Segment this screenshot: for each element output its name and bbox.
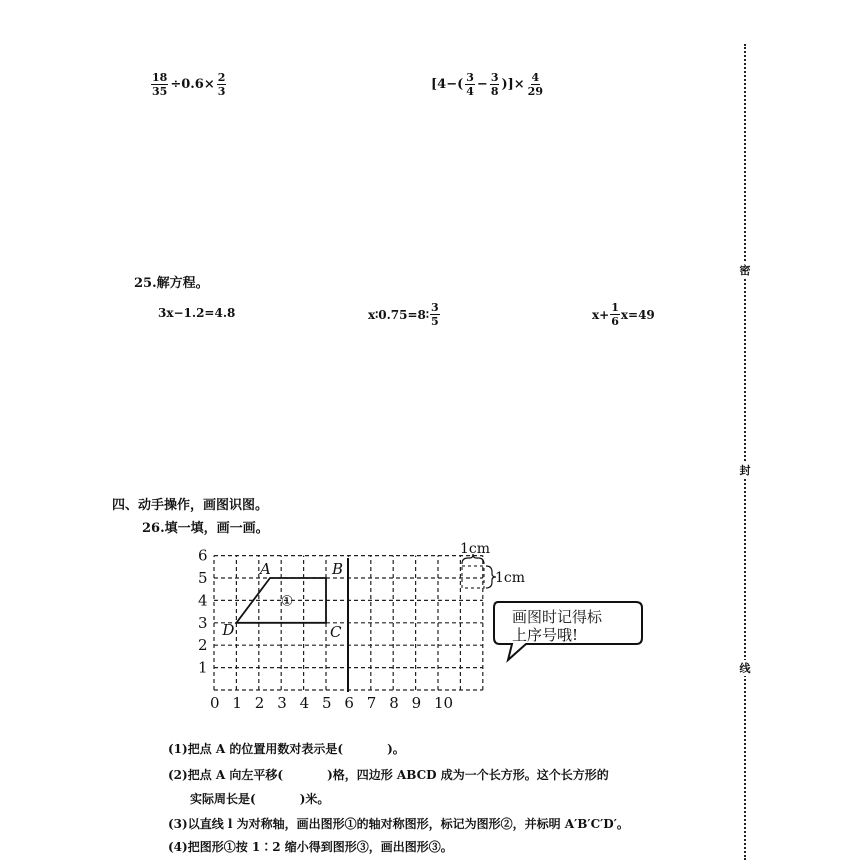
equation-1: 3x−1.2=4.8	[158, 306, 236, 320]
x-tick-label: 0	[210, 694, 220, 712]
fraction: $\frac{18}{35}$	[152, 71, 168, 98]
fraction: $\frac{4}{29}$	[527, 71, 543, 98]
fraction: $\frac{3}{4}$	[466, 71, 474, 98]
question-26-title: 26.填一填，画一画。	[142, 521, 269, 536]
binding-char-feng: 封	[739, 464, 751, 477]
x-tick-label: 7	[366, 694, 377, 712]
x-tick-label: 2	[254, 694, 265, 712]
x-tick-label: 1	[232, 694, 242, 712]
calc-expression-2: [4−( $\frac{3}{4}$ − $\frac{3}{8}$ )]× $\frac{4}{29}$	[431, 71, 543, 98]
vertex-label-b: B	[332, 560, 344, 578]
fraction: $\frac{3}{8}$	[490, 71, 499, 98]
part-4: (4)把图形①按 1∶2 缩小得到图形③，画出图形③。	[168, 840, 453, 854]
y-tick-label: 5	[198, 569, 208, 587]
x-tick-label: 4	[299, 694, 310, 712]
fraction: $\frac{3}{5}$	[431, 301, 439, 328]
unit-cell	[462, 566, 484, 588]
y-tick-label: 3	[198, 613, 208, 632]
x-tick-label: 10	[434, 694, 454, 712]
equation-3: x+ $\frac{1}{6}$ x=49	[592, 301, 655, 328]
y-tick-label: 6	[198, 546, 208, 565]
x-tick-label: 6	[344, 694, 354, 712]
fraction: $\frac{2}{3}$	[217, 71, 226, 98]
vertex-label-a: A	[260, 560, 271, 578]
vertex-label-d: D	[222, 620, 235, 639]
part-3: (3)以直线 l 为对称轴，画出图形①的轴对称图形，标记为图形②，并标明 A′B′C′D′。	[168, 817, 629, 831]
unit-height-label: 1cm	[495, 570, 526, 586]
section-4-title: 四、动手操作，画图识图。	[112, 498, 269, 513]
calc-expression-1: $\frac{18}{35}$ ÷0.6× $\frac{2}{3}$	[152, 71, 226, 98]
y-tick-label: 2	[198, 636, 208, 655]
binding-char-mi: 密	[739, 264, 751, 277]
equation-2: x∶0.75=8∶ $\frac{3}{5}$	[368, 301, 439, 328]
vertex-label-c: C	[330, 622, 342, 641]
part-2: (2)把点 A 向左平移( )格，四边形 ABCD 成为一个长方形。这个长方形的	[168, 768, 609, 782]
fraction: $\frac{1}{6}$	[611, 301, 619, 328]
shape-1-label: ①	[280, 593, 294, 610]
part-1: (1)把点 A 的位置用数对表示是( )。	[168, 742, 405, 756]
binding-dotted-line	[744, 44, 746, 860]
unit-width-label: 1cm	[460, 541, 491, 557]
speech-bubble-line1: 画图时记得标	[512, 608, 603, 626]
y-tick-label: 4	[198, 591, 208, 610]
question-25-title: 25.解方程。	[134, 276, 209, 291]
x-tick-label: 8	[389, 694, 399, 712]
x-tick-label: 9	[411, 694, 422, 712]
part-2-continued: 实际周长是( )米。	[190, 792, 330, 806]
y-tick-label: 1	[198, 658, 208, 677]
x-tick-label: 5	[322, 694, 332, 712]
binding-char-xian: 线	[739, 662, 751, 675]
x-tick-label: 3	[277, 694, 287, 712]
speech-bubble-line2: 上序号哦!	[512, 626, 579, 644]
